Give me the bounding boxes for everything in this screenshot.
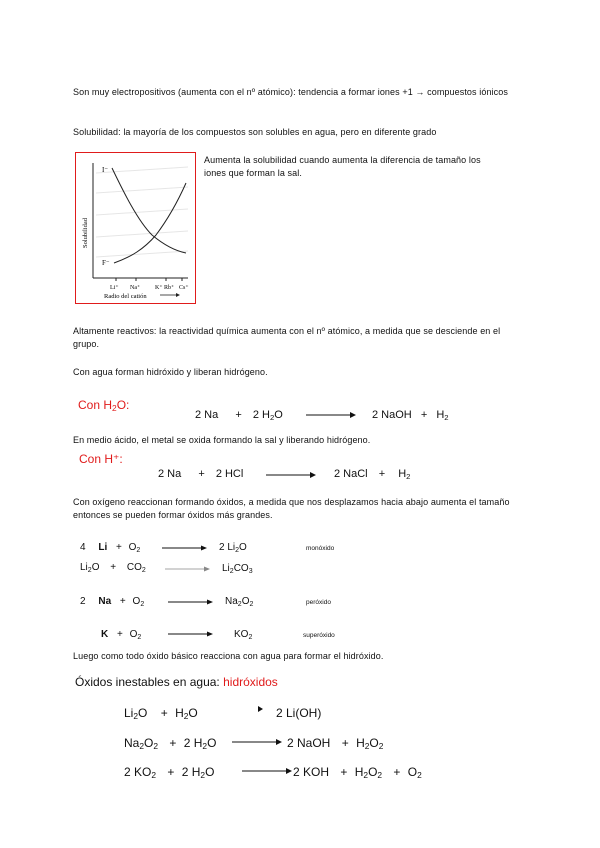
peroxide-label: peróxido <box>306 599 331 606</box>
intro-paragraph: Son muy electropositivos (aumenta con el nº atómico): tendencia a formar iones +1 → compuestos iónicos <box>73 87 508 97</box>
oxide-reaction-na: 2 $Na + O_2$ <box>80 596 145 608</box>
oxide-arrow-na <box>168 598 213 606</box>
oxygen-paragraph: Con oxígeno reaccionan formando óxidos, a medida que nos desplazamos hacia abajo aumenta el tamaño entonces se pueden formar óxidos más grandes. <box>73 497 510 520</box>
x-tick-cs: Cs⁺ <box>179 285 189 291</box>
hydroxide-arrow-k <box>242 766 292 776</box>
acid-reaction-arrow <box>266 470 316 480</box>
carbonate-arrow <box>165 565 210 573</box>
reactivity-paragraph: Altamente reactivos: la reactividad química aumenta con el nº atómico, a medida que se desciende en el grupo. <box>73 326 501 349</box>
solubility-paragraph: Solubilidad: la mayoría de los compuestos son solubles en agua, pero en diferente grado <box>73 127 437 137</box>
solubility-note: Aumenta la solubilidad cuando aumenta la diferencia de tamaño los iones que forman la sal. <box>204 155 481 178</box>
oxide-reaction-li: 4 $Li + O_2$ <box>80 542 141 554</box>
fluoride-label: F⁻ <box>102 259 110 267</box>
solubility-figure <box>75 152 196 304</box>
oxide-reaction-k: $K + O_2$ <box>101 629 142 641</box>
hydroxide-product-na: 2 NaOH + $H_2O_2$ <box>287 736 384 751</box>
water-reaction-products: 2 NaOH + $H_2$ <box>372 409 449 422</box>
acid-heading: Con H⁺: <box>79 452 123 466</box>
oxide-arrow-k <box>168 630 213 638</box>
x-tick-li: Li⁺ <box>110 285 119 291</box>
oxide-product-k: $KO_2$ <box>234 629 253 641</box>
hydroxide-reaction-na: $Na_2O_2 + 2$ $H_2O$ <box>124 736 217 751</box>
x-tick-na: Na⁺ <box>130 285 141 291</box>
oxides-heading: Óxidos inestables en agua: hidróxidos <box>75 675 278 689</box>
oxide-product-na: $Na_2O_2$ <box>225 596 254 608</box>
oxide-arrow-li <box>162 544 207 552</box>
x-axis-label: Radio del catión <box>104 293 147 300</box>
oxide-reaction-li2o-co2: $Li_2O + CO_2$ <box>80 562 146 574</box>
water-heading: Con $H_2O$: <box>78 398 130 413</box>
acid-paragraph: En medio ácido, el metal se oxida formando la sal y liberando hidrógeno. <box>73 435 371 445</box>
y-axis-label: Solubilidad <box>82 218 89 248</box>
monoxide-label: monóxido <box>306 545 335 552</box>
solubility-chart <box>76 153 195 303</box>
hydroxide-paragraph: Luego como todo óxido básico reacciona con agua para formar el hidróxido. <box>73 651 384 661</box>
hydroxide-reaction-li: $Li_2O + H_2O$ <box>124 706 198 721</box>
carbonate-product: $Li_2CO_3$ <box>222 563 253 575</box>
x-tick-k-rb: K⁺ Rb⁺ <box>155 285 175 291</box>
water-reaction: 2 Na + 2 $H_2O$ <box>195 409 283 422</box>
hydroxide-arrow-li <box>258 706 264 712</box>
hydroxide-reaction-k: 2 $KO_2 + 2$ $H_2O$ <box>124 765 215 780</box>
water-reaction-arrow <box>306 410 356 420</box>
iodide-label: I⁻ <box>102 166 109 174</box>
acid-reaction: 2 Na + 2 HCl <box>158 468 244 480</box>
hydroxide-product-k: 2 KOH + $H_2O_2 + O_2$ <box>293 765 422 780</box>
acid-reaction-products: 2 NaCl + $H_2$ <box>334 468 411 481</box>
oxide-product-li: 2 $Li_2O$ <box>219 542 247 554</box>
hydroxide-product-li: 2 Li(OH) <box>276 706 322 720</box>
water-paragraph: Con agua forman hidróxido y liberan hidrógeno. <box>73 367 268 377</box>
superoxide-label: superóxido <box>303 632 335 639</box>
hydroxide-arrow-na <box>232 737 282 747</box>
